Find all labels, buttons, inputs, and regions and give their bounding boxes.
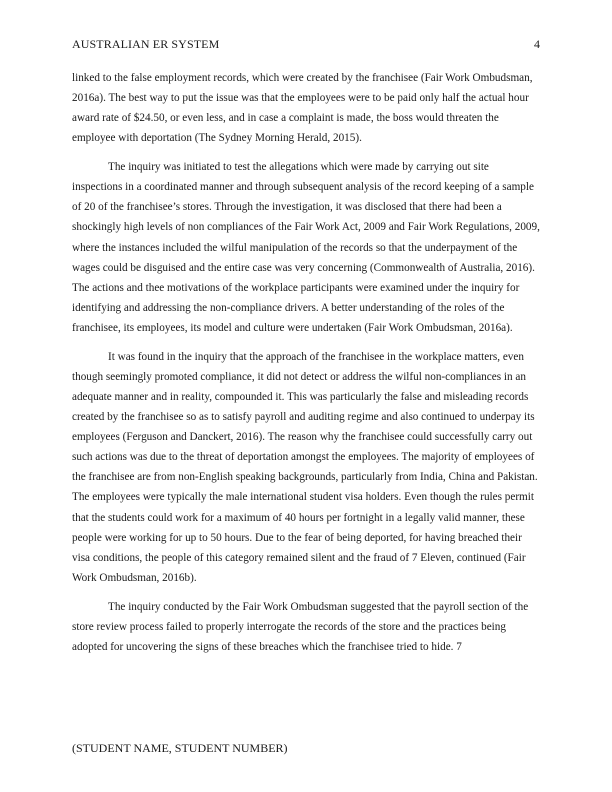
page-number: 4: [534, 37, 540, 51]
body-text: [72, 68, 540, 666]
paragraph-inquiry-findings: It was found in the inquiry that the approach of the franchisee in the workplace matters, even though seemingly promoted compliance, it did not detect or address the wilful non-compliances in an adequate manner and in reality, compounded it. This was particularly the false and misleading records created by the franchisee so as to satisfy payroll and auditing regime and also continued to underpay its employees (Ferguson and Danckert, 2016). The reason why the franchisee could successfully carry out such actions was due to the threat of deportation amongst the employees. The majority of employees of the franchisee are from non-English speaking backgrounds, particularly from India, China and Pakistan. The employees were typically the male international student visa holders. Even though the rules permit that the students could work for a maximum of 40 hours per fortnight in a legally valid manner, these people were working for up to 50 hours. Due to the fear of being deported, for having breached their visa conditions, the people of this category remained silent and the fraud of 7 Eleven, continued (Fair Work Ombudsman, 2016b).: [72, 350, 538, 584]
paragraph-payroll-review: The inquiry conducted by the Fair Work Ombudsman suggested that the payroll section of the store review process failed to properly interrogate the records of the store and the practices being adopted for uncovering the signs of these breaches which the franchisee tried to hide. 7: [72, 600, 529, 653]
running-head: AUSTRALIAN ER SYSTEM: [72, 37, 220, 51]
paragraph-continued: linked to the false employment records, which were created by the franchisee (Fair Work Ombudsman, 2016a). The best way to put the issue was that the employees were to be paid only half the actual hour award rate of $24.50, or even less, and in case a complaint is made, the boss would threaten the employee with deportation (The Sydney Morning Herald, 2015).: [72, 72, 533, 145]
paragraph-inquiry-initiation: The inquiry was initiated to test the allegations which were made by carrying out site inspections in a coordinated manner and through subsequent analysis of the record keeping of a sample of 20 of the franchisee’s stores. Through the investigation, it was disclosed that there had been a shockingly high levels of non compliances of the Fair Work Act, 2009 and Fair Work Regulations, 2009, where the instances included the wilful manipulation of the records so that the underpayment of the wages could be disguised and the entire case was very concerning (Commonwealth of Australia, 2016). The actions and thee motivations of the workplace participants were examined under the inquiry for identifying and addressing the non-compliance drivers. A better understanding of the roles of the franchisee, its employees, its model and culture were undertaken (Fair Work Ombudsman, 2016a).: [72, 161, 540, 334]
page-footer: (STUDENT NAME, STUDENT NUMBER): [72, 741, 288, 755]
